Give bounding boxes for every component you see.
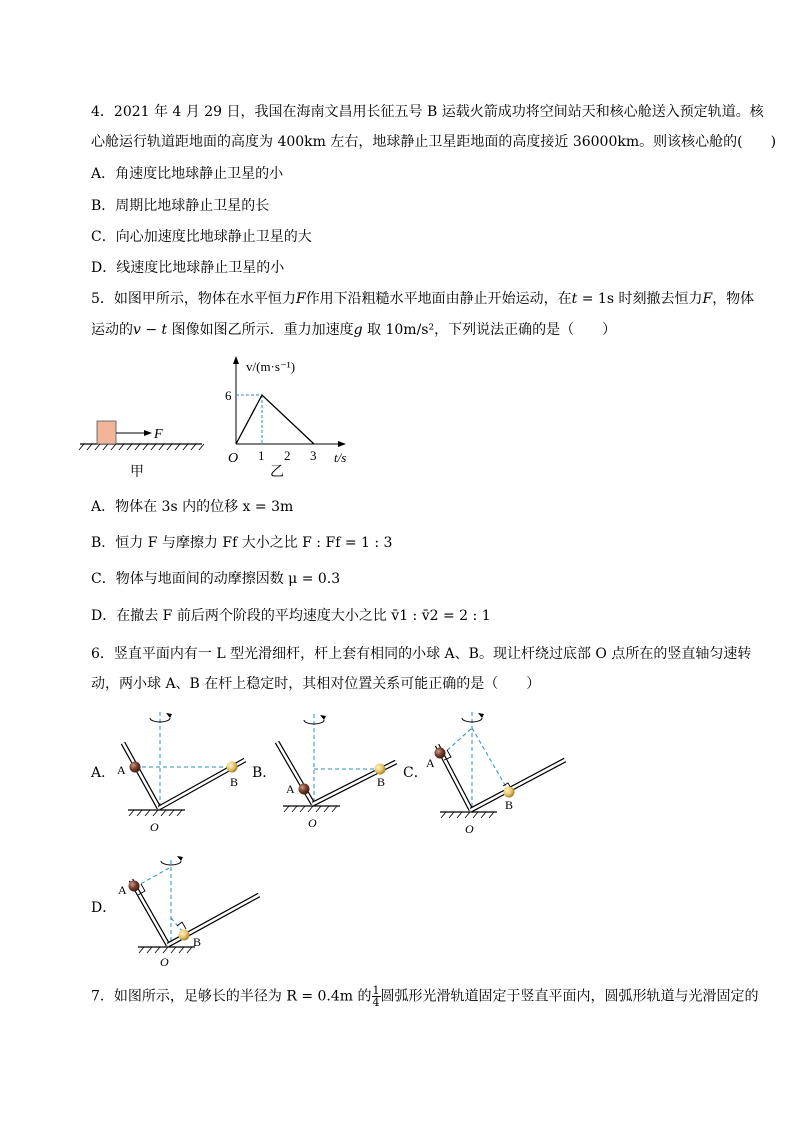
- rotation-arrow-icon: [166, 713, 172, 718]
- pivot-label: O: [160, 955, 169, 969]
- ball-b: [227, 762, 238, 773]
- q5-stem-line1: 5．如图甲所示，物体在水平恒力F作用下沿粗糙水平地面由静止开始运动，在t = 1s 时刻撤去恒力F，物体: [91, 291, 755, 307]
- q6-diagram-b: [277, 714, 396, 830]
- q7-stem-line1: 7．如图所示，足够长的半径为 R = 0.4m 的 $\frac{1}{4}$ 圆弧形光滑轨道固定于竖直平面内，圆弧形轨道与光滑固定的: [91, 984, 759, 1009]
- pivot-label: O: [150, 820, 159, 834]
- pivot-label: O: [465, 822, 474, 836]
- y-tick-6: 6: [225, 388, 232, 403]
- x-axis-arrow-icon: [338, 441, 346, 447]
- q5-option-b: B．恒力 F 与摩擦力 Ff 大小之比 F : Ff = 1 : 3: [91, 535, 393, 551]
- ball-b-label: B: [377, 775, 386, 789]
- ball-b: [504, 787, 515, 798]
- q6-diagram-a: [117, 712, 245, 834]
- q6-figures: [0, 700, 794, 970]
- q5-vt-graph: [225, 356, 346, 480]
- ball-b-label: B: [230, 775, 239, 789]
- x-axis-label: t/s: [334, 450, 347, 465]
- q6-diagram-c: [426, 712, 565, 836]
- block-body: [97, 421, 116, 444]
- force-label: F: [154, 427, 163, 442]
- q5-option-c: C．物体与地面间的动摩擦因数 μ = 0.3: [91, 571, 341, 587]
- figure-caption-right: 乙: [270, 465, 284, 480]
- q6-option-b-label: B．: [252, 765, 277, 781]
- ball-a-label: A: [117, 763, 126, 777]
- q5-figure: [70, 352, 360, 487]
- q4-stem-line2: 心舱运行轨道距地面的高度为 400km 左右，地球静止卫星距地面的高度接近 36000km。则该核心舱的( ): [91, 134, 777, 150]
- ball-a-label: A: [426, 756, 435, 770]
- x-tick-2: 2: [284, 448, 291, 463]
- y-axis-arrow-icon: [233, 356, 239, 364]
- figure-caption-left: 甲: [130, 465, 144, 480]
- rotation-arrow-icon: [478, 713, 484, 718]
- ball-a: [129, 881, 140, 892]
- q5-option-a: A．物体在 3s 内的位移 x = 3m: [91, 499, 294, 515]
- q4-option-c: C．向心加速度比地球静止卫星的大: [91, 229, 312, 245]
- ball-a-label: A: [118, 883, 127, 897]
- ball-b-label: B: [193, 935, 202, 949]
- ball-a: [435, 748, 446, 759]
- q6-diagram-d: [118, 856, 259, 969]
- x-tick-3: 3: [310, 448, 317, 463]
- x-tick-1: 1: [258, 448, 265, 463]
- ball-b: [179, 930, 190, 941]
- q5-block-diagram: [79, 421, 204, 480]
- y-axis-label: v/(m·s⁻¹): [246, 359, 296, 374]
- force-arrow-icon: [144, 430, 152, 436]
- ball-b: [375, 764, 386, 775]
- q4-option-d: D．线速度比地球静止卫星的小: [91, 260, 285, 276]
- q5-option-d: D．在撤去 F 前后两个阶段的平均速度大小之比 v̄1 : v̄2 = 2 : 1: [91, 608, 491, 624]
- q6-stem-line2: 动，两小球 A、B 在杆上稳定时，其相对位置关系可能正确的是（ ）: [91, 676, 541, 692]
- origin-label: O: [228, 451, 239, 466]
- q6-option-d-label: D．: [91, 900, 117, 916]
- rotation-arrow-icon: [320, 715, 326, 720]
- pivot-label: O: [308, 816, 317, 830]
- q4-stem-line1: 4．2021 年 4 月 29 日，我国在海南文昌用长征五号 B 运载火箭成功将空间站天和核心舱送入预定轨道。核: [91, 104, 764, 120]
- ball-b-label: B: [505, 798, 514, 812]
- ball-a: [130, 762, 141, 773]
- vt-series-line: [236, 395, 314, 444]
- q6-option-a-label: A．: [91, 765, 116, 781]
- ball-a: [299, 784, 310, 795]
- ball-a-label: A: [286, 782, 295, 796]
- q5-stem-line2: 运动的v − t 图像如图乙所示．重力加速度g 取 10m/s²，下列说法正确的是（ ）: [91, 322, 617, 338]
- fraction-quarter: $\frac{1}{4}$: [372, 984, 380, 1009]
- q6-stem-line1: 6．竖直平面内有一 L 型光滑细杆，杆上套有相同的小球 A、B。现让杆绕过底部 O 点所在的竖直轴匀速转: [91, 646, 752, 662]
- rotation-arrow-icon: [177, 856, 183, 861]
- q6-option-c-label: C．: [403, 765, 428, 781]
- q4-option-a: A．角速度比地球静止卫星的小: [91, 166, 284, 182]
- q4-option-b: B．周期比地球静止卫星的长: [91, 198, 270, 214]
